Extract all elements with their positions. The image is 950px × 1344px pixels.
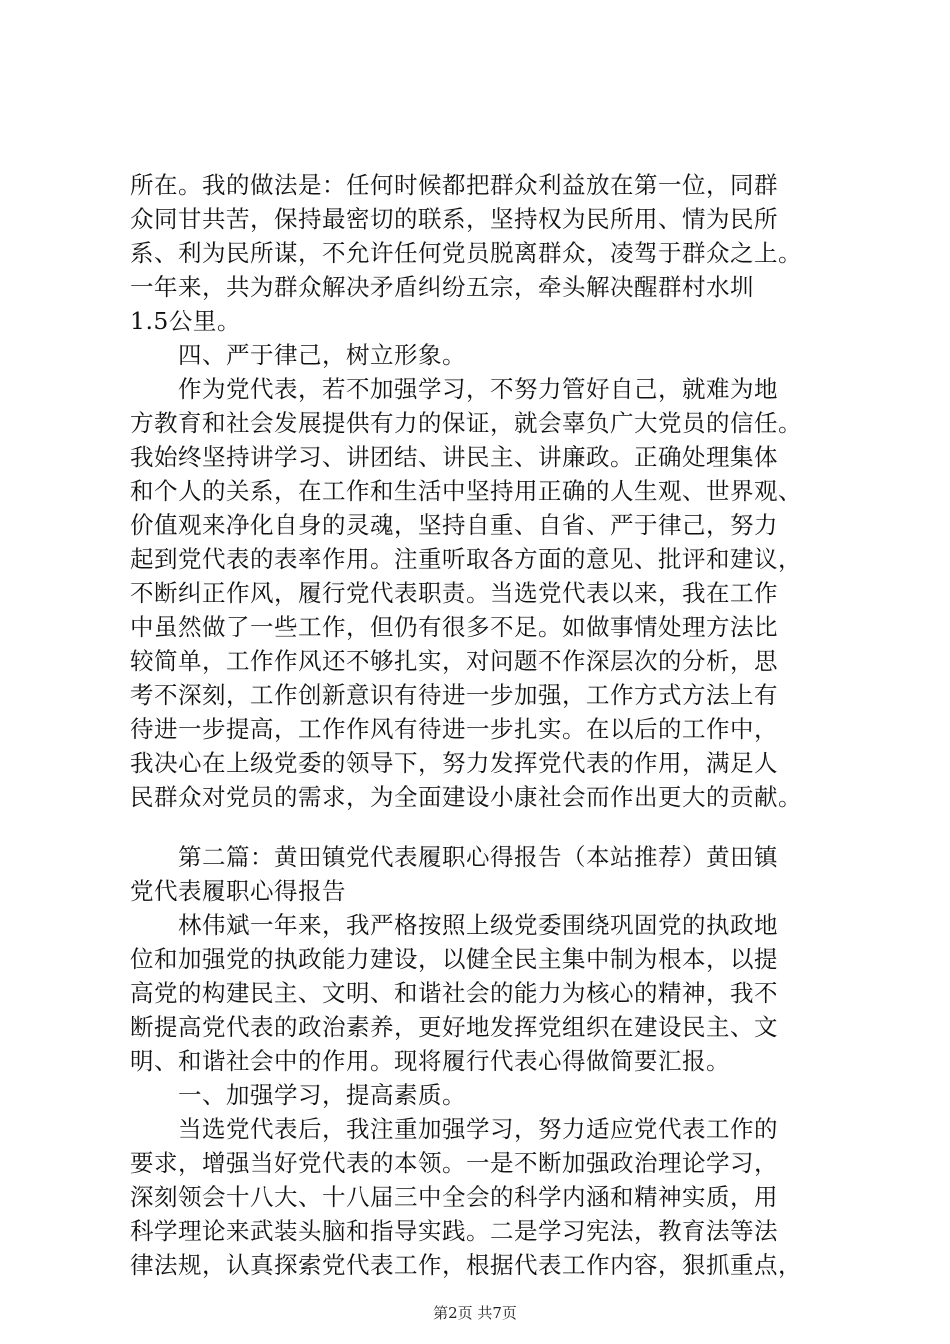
text-line: 较简单，工作作风还不够扎实，对问题不作深层次的分析，思 (130, 647, 778, 675)
text-line: 一年来，共为群众解决矛盾纠纷五宗，牵头解决醒群村水圳 (130, 273, 754, 301)
article-title: 第二篇：黄田镇党代表履职心得报告（本站推荐）黄田镇 (178, 843, 778, 871)
text-line: 明、和谐社会中的作用。现将履行代表心得做简要汇报。 (130, 1047, 730, 1075)
text-line: 价值观来净化自身的灵魂，坚持自重、自省、严于律己，努力 (130, 511, 778, 539)
text-line: 律法规，认真探索党代表工作，根据代表工作内容，狠抓重点， (130, 1251, 802, 1279)
text-line: 要求，增强当好党代表的本领。一是不断加强政治理论学习， (130, 1149, 778, 1177)
page-number: 第2页 共7页 (433, 1304, 517, 1322)
text-line: 所在。我的做法是：任何时候都把群众利益放在第一位，同群 (130, 171, 778, 199)
text-line: 待进一步提高，工作作风有待进一步扎实。在以后的工作中， (130, 715, 778, 743)
text-line: 高党的构建民主、文明、和谐社会的能力为核心的精神，我不 (130, 979, 778, 1007)
text-line: 科学理论来武装头脑和指导实践。二是学习宪法，教育法等法 (130, 1217, 778, 1245)
text-line: 我决心在上级党委的领导下，努力发挥党代表的作用，满足人 (130, 749, 778, 777)
article-title: 党代表履职心得报告 (130, 877, 346, 905)
text-line: 方教育和社会发展提供有力的保证，就会辜负广大党员的信任。 (130, 409, 802, 437)
text-line: 深刻领会十八大、十八届三中全会的科学内涵和精神实质，用 (130, 1183, 778, 1211)
text-line: 林伟斌一年来，我严格按照上级党委围绕巩固党的执政地 (178, 911, 778, 939)
text-line: 起到党代表的表率作用。注重听取各方面的意见、批评和建议， (130, 545, 802, 573)
text-line: 1.5公里。 (130, 307, 241, 335)
text-line: 我始终坚持讲学习、讲团结、讲民主、讲廉政。正确处理集体 (130, 443, 778, 471)
section-heading: 一、加强学习，提高素质。 (178, 1081, 466, 1109)
text-line: 众同甘共苦，保持最密切的联系，坚持权为民所用、情为民所 (130, 205, 778, 233)
text-line: 考不深刻，工作创新意识有待进一步加强，工作方式方法上有 (130, 681, 778, 709)
text-line: 和个人的关系，在工作和生活中坚持用正确的人生观、世界观、 (130, 477, 802, 505)
text-line: 系、利为民所谋，不允许任何党员脱离群众，凌驾于群众之上。 (130, 239, 802, 267)
text-line: 不断纠正作风，履行党代表职责。当选党代表以来，我在工作 (130, 579, 778, 607)
section-heading: 四、严于律己，树立形象。 (178, 341, 466, 369)
text-line: 断提高党代表的政治素养，更好地发挥党组织在建设民主、文 (130, 1013, 778, 1041)
text-line: 位和加强党的执政能力建设，以健全民主集中制为根本，以提 (130, 945, 778, 973)
text-line: 当选党代表后，我注重加强学习，努力适应党代表工作的 (178, 1115, 778, 1143)
text-line: 中虽然做了一些工作，但仍有很多不足。如做事情处理方法比 (130, 613, 778, 641)
text-line: 民群众对党员的需求，为全面建设小康社会而作出更大的贡献。 (130, 783, 802, 811)
text-line: 作为党代表，若不加强学习，不努力管好自己，就难为地 (178, 375, 778, 403)
